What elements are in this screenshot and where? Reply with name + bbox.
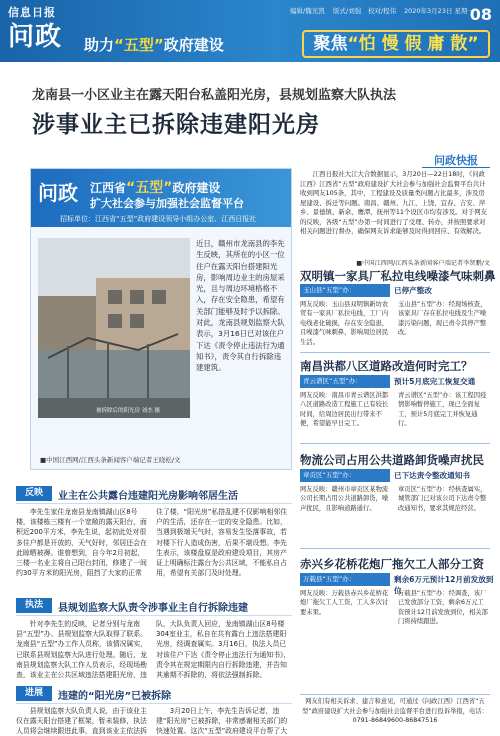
quick-item-text-b: 玉山县“五型”办：经现场核查，该家具厂存在私拉电线及生产噪漆污染问题，现已责令其停产整改。 bbox=[398, 301, 487, 337]
section-title bbox=[84, 34, 224, 55]
quick-item-responder: 玉山县“五型”办： bbox=[300, 284, 390, 297]
photo-illustration bbox=[38, 238, 190, 418]
section-title-quote: “五型” bbox=[114, 36, 164, 54]
footer-note: 网友们有相关诉求、建言和意见，可通过《问政江西》江西省“五型”政府建设扩大社会参与加强社会监督平台进行投诉举报，电话：0791-86849600-86847516 bbox=[300, 694, 490, 726]
section-enforce-col2: 队，大队负责人回应，龙南镇湖山区8号楼304室业主，私自在共有露台上违法搭建阳光房，经调查属实。3月16日，执法人员已对该住户下达《责令停止违法行为通知书》，责令其在规定期限内自行拆除违建，并告知其逾期不拆除的，将依法强制拆除。 bbox=[156, 620, 291, 680]
quick-item-status: 已下达责令整改通知书 bbox=[394, 471, 470, 480]
section-progress-col1: 县规划监察大队负责人说，由于该业主仅在露天阳台搭建了框架，暂未装修，执法人员将会继续跟进此事，直到该业主依法拆 bbox=[16, 707, 147, 736]
section-tag-enforce: 执法 bbox=[16, 598, 52, 613]
quick-item-divider bbox=[300, 352, 490, 353]
section-title-progress: 违建的“阳光房”已被拆除 bbox=[58, 691, 172, 702]
quick-item-status: 剩余6万元预计12月前发放到位 bbox=[394, 575, 494, 595]
meta-editor: 编辑/魏光凯 bbox=[290, 7, 325, 15]
focus-box bbox=[302, 30, 490, 58]
section-report-col2: 住了楼，“阳光房”私搭乱建不仅影响相邻住户的生活，还存在一定的安全隐患。比如，当遇到极端天气时，容易发生坠落事故，若对楼下行人造成伤害，后果不堪设想。李先生表示，该楼盘原是政府建设项目，其房产证上明确标注露台为公共区域，不能私自占用，希望有关部门及时处理。 bbox=[156, 508, 288, 578]
quick-report-intro: 江西日报社大江大合数据显示，3月20日—22日18时，《问政江西》江西省“五型”政府建设扩大社会参与加强社会监督平台共计收到网友105条，其中，工程建设及质量类问题占比最多，涉及房屋建设、拆迁等问题。南昌、赣州、九江、上饶、宜春、吉安、萍乡、景德镇、新余、鹰潭、抚州等11个设区市均有涉及。对于网友的反映，各级“五型”办第一时间进行了受理、转办，并按照要求对相关问题进行督办，确保网友诉求能够及时得到回应、有效解决。 bbox=[300, 170, 488, 235]
feature-title-pre: 江西省 bbox=[90, 181, 127, 195]
quick-item-divider bbox=[300, 443, 490, 444]
feature-source: ■中国江西网/江西头条新闻客户端记者王晓松/文 bbox=[40, 456, 181, 464]
section-title-report: 业主在公共露台违建阳光房影响邻居生活 bbox=[58, 491, 238, 502]
section-divider bbox=[16, 503, 292, 504]
feature-title bbox=[90, 177, 220, 197]
quick-item-title: 赤兴乡花桥花炮厂拖欠工人部分工资 bbox=[300, 557, 484, 571]
quick-item-text-a: 网友反映：赣州市章贡区某物流公司长期占用公共道路卸货，噪声扰民，且影响道路通行。 bbox=[300, 486, 389, 512]
feature-logo: 问政 bbox=[38, 181, 78, 205]
quick-item-status: 已停产整改 bbox=[394, 286, 432, 295]
quick-report-header: 问政快报 bbox=[422, 152, 490, 168]
column-logo: 问政 bbox=[8, 22, 63, 52]
quick-item-text-b: 万载县“五型”办：经调查，该厂已发放部分工资，剩余6万元工资预计12月前发放到位，相关部门将持续跟进。 bbox=[398, 590, 488, 626]
focus-quote: “怕 慢 假 庸 散” bbox=[347, 34, 479, 54]
newspaper-logo: 信息日报 bbox=[8, 6, 56, 19]
photo-caption: 被拆除后的阳光房 刘杰 摄 bbox=[96, 408, 160, 414]
section-progress-col2: 3月20日上午，李先生告诉记者，违建“阳光房”已被拆除，非常感谢相关部门的快速处置。这次“五型”政府建设平台帮了大 bbox=[156, 707, 288, 736]
feature-subtitle: 扩大社会参与加强社会监督平台 bbox=[90, 197, 244, 210]
section-tag-report: 反映 bbox=[16, 486, 52, 501]
section-enforce-col1: 针对李先生的反映，记者分别与龙南县“五型”办、县规划监察大队取得了联系。龙南县“五型”办工作人员称，该情况属实，已联系县规划监察大队进行处理。随后，龙南县规划监察大队工作人员表示，经现场勘查，该业主在公共区域违法搭建阳光房，违 bbox=[16, 620, 148, 680]
section-divider bbox=[16, 615, 292, 616]
meta-date: 2020年3月23日 星期一 bbox=[404, 7, 475, 15]
article-subhead: 龙南县一小区业主在露天阳台私盖阳光房，县规划监察大队执法 bbox=[32, 88, 397, 103]
section-title-post: 政府建设 bbox=[163, 36, 224, 54]
quick-item-text-a: 网友反映：玉山县双明镇新坊农贸有一家具厂私拉电线，工厂内电线老化破损，存在安全隐患，且噪漆气味刺鼻，影响周边居民生活。 bbox=[300, 301, 389, 346]
quick-item-title: 南昌洪都八区道路改造何时完工？ bbox=[300, 359, 473, 373]
quick-item-text-a: 网友反映：万载县赤兴乡花桥花炮厂拖欠工人工资，工人多次讨要未果。 bbox=[300, 590, 389, 616]
section-divider bbox=[16, 703, 292, 704]
section-title-enforce: 县规划监察大队责令涉事业主自行拆除违建 bbox=[58, 603, 248, 614]
quick-item-text-a: 网友反映：南昌市青云谱区洪都八区道路改造工程施工已有较长时间，给周边居民出行带来不便，希望能早日完工。 bbox=[300, 392, 389, 428]
quick-item-title: 物流公司占用公共道路卸货噪声扰民 bbox=[300, 453, 484, 467]
quick-item-text-b: 章贡区“五型”办：经核查属实，城管部门已对该公司下达责令整改通知书，要求其规范经营。 bbox=[398, 486, 487, 512]
focus-pre: 聚焦 bbox=[313, 34, 348, 54]
page-number: 08 bbox=[469, 5, 492, 24]
feature-title-quote: “五型” bbox=[126, 180, 173, 196]
quick-item-responder: 青云谱区“五型”办： bbox=[300, 375, 390, 388]
quick-item-responder: 万载县“五型”办： bbox=[300, 573, 390, 586]
quick-item-divider bbox=[300, 548, 490, 549]
feature-body-right: 近日，赣州市龙南县的李先生反映，其所在的小区一位住户在露天阳台搭建阳光房，影响周边业主的房屋采光，且与周边环境格格不入，存在安全隐患，希望有关部门能够及时予以拆除。对此，龙南县规划监察大队表示，3月16日已对该住户下达《责令停止违法行为通知书》，责令其自行拆除违建建筑。 bbox=[196, 239, 285, 373]
quick-item-responder: 章贡区“五型”办： bbox=[300, 469, 390, 482]
section-title-pre: 助力 bbox=[84, 36, 115, 54]
section-report-col1: 李先生家住龙南县龙南镇湖山区8号楼，该楼栋三楼有一个宽敞的露天阳台，面积近200平方米，李先生说，起初此处对很多住户都是开放的，天气好时，邻居还会在此晾晒被褥。谁曾想到，自今年2月初起，三楼一名业主将自己阳台封闭，修建了一间约30平方米的阳光房，阻挡了大家的正常 bbox=[16, 508, 147, 578]
quick-report-source: ■中国江西网/江西头条新闻客户端记者李贤鹏/文 bbox=[356, 260, 490, 267]
meta-design: 版式/刘强 bbox=[333, 7, 362, 15]
article-headline: 涉事业主已拆除违建阳光房 bbox=[32, 112, 320, 138]
quick-item-title: 双明镇一家具厂私拉电线噪漆气味刺鼻 bbox=[300, 269, 496, 283]
news-photo bbox=[38, 238, 190, 418]
feature-title-post: 政府建设 bbox=[172, 181, 221, 195]
section-tag-progress: 进展 bbox=[16, 686, 52, 701]
meta-proof: 校对/程伟 bbox=[368, 7, 397, 15]
quick-item-text-b: 青云谱区“五型”办：该工程因疫情影响暂停施工，现已全面复工，预计5月底完工并恢复通行。 bbox=[398, 392, 487, 428]
feature-sponsor: 招标单位：江西省“五型”政府建设领导小组办公室、江西日报社 bbox=[60, 215, 257, 223]
quick-item-status: 预计5月底完工恢复交通 bbox=[394, 377, 476, 386]
